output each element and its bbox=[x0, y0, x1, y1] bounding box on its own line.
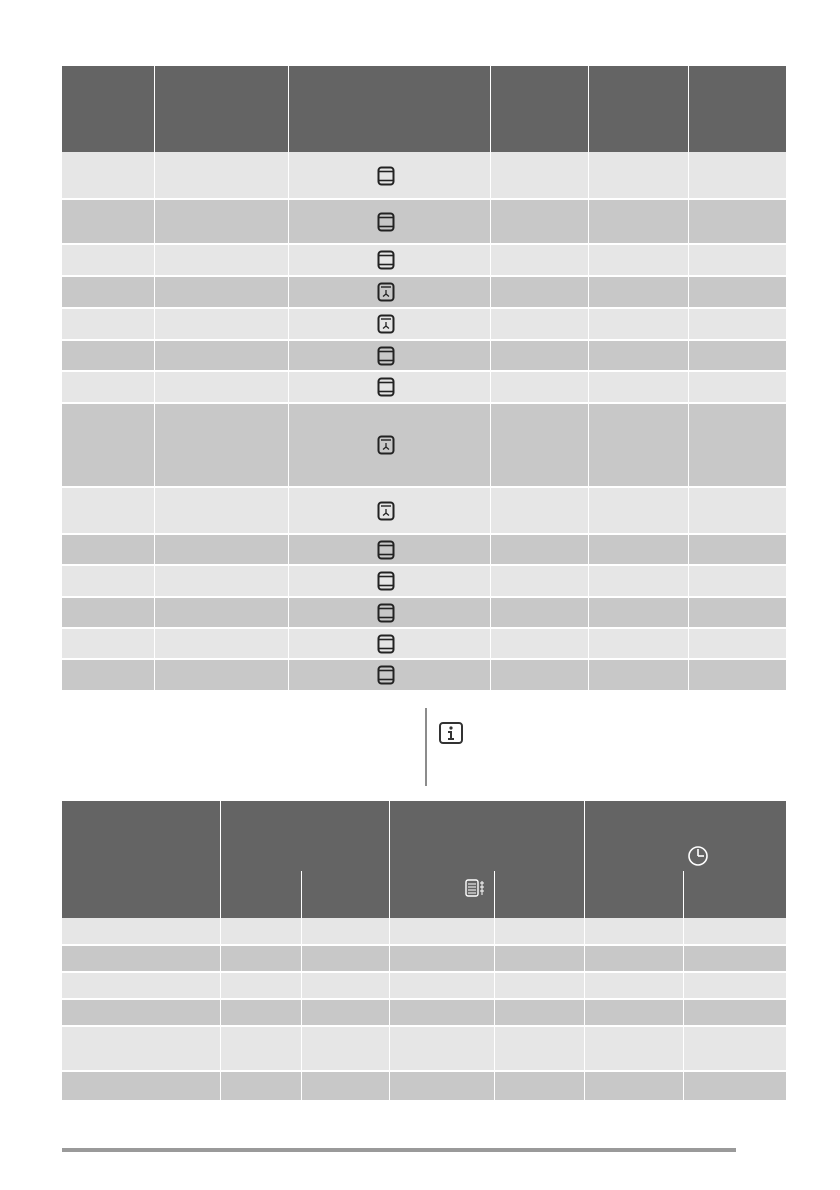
oven-top-bottom-heat-icon bbox=[377, 377, 395, 397]
oven-fan-heat-icon bbox=[377, 435, 395, 455]
footer-rule bbox=[62, 1148, 736, 1152]
table-row bbox=[62, 199, 786, 244]
table-row bbox=[62, 1026, 786, 1071]
table-row bbox=[62, 244, 786, 276]
oven-top-bottom-heat-icon bbox=[377, 634, 395, 654]
table-row bbox=[62, 972, 786, 999]
info-icon bbox=[439, 722, 463, 744]
table-row bbox=[62, 534, 786, 565]
table-row bbox=[62, 403, 786, 487]
oven-top-bottom-heat-icon bbox=[377, 250, 395, 270]
oven-top-bottom-heat-icon bbox=[377, 212, 395, 232]
table-row bbox=[62, 628, 786, 659]
oven-top-bottom-heat-icon bbox=[377, 571, 395, 591]
table-row bbox=[62, 308, 786, 340]
table-body bbox=[62, 152, 786, 692]
table-row bbox=[62, 487, 786, 534]
oven-fan-heat-icon bbox=[377, 314, 395, 334]
table-row bbox=[62, 999, 786, 1026]
oven-top-bottom-heat-icon bbox=[377, 603, 395, 623]
oven-top-bottom-heat-icon bbox=[377, 665, 395, 685]
table-row bbox=[62, 152, 786, 199]
clock-icon bbox=[687, 845, 709, 867]
table-header bbox=[62, 66, 786, 152]
oven-top-bottom-heat-icon bbox=[377, 540, 395, 560]
table-row bbox=[62, 371, 786, 403]
table-row bbox=[62, 659, 786, 690]
oven-fan-heat-icon bbox=[377, 282, 395, 302]
table-row bbox=[62, 340, 786, 371]
oven-top-bottom-heat-icon bbox=[377, 346, 395, 366]
table-row bbox=[62, 918, 786, 945]
shelf-position-icon bbox=[465, 878, 485, 898]
oven-fan-heat-icon bbox=[377, 501, 395, 521]
table-row bbox=[62, 1071, 786, 1100]
table-row bbox=[62, 597, 786, 628]
table-row bbox=[62, 276, 786, 308]
oven-top-bottom-heat-icon bbox=[377, 166, 395, 186]
table-header bbox=[62, 801, 786, 918]
note-divider bbox=[425, 708, 427, 786]
table-row bbox=[62, 565, 786, 597]
time-table bbox=[62, 801, 786, 1100]
cooking-table bbox=[62, 66, 786, 692]
table-row bbox=[62, 945, 786, 972]
table-body bbox=[62, 918, 786, 1100]
